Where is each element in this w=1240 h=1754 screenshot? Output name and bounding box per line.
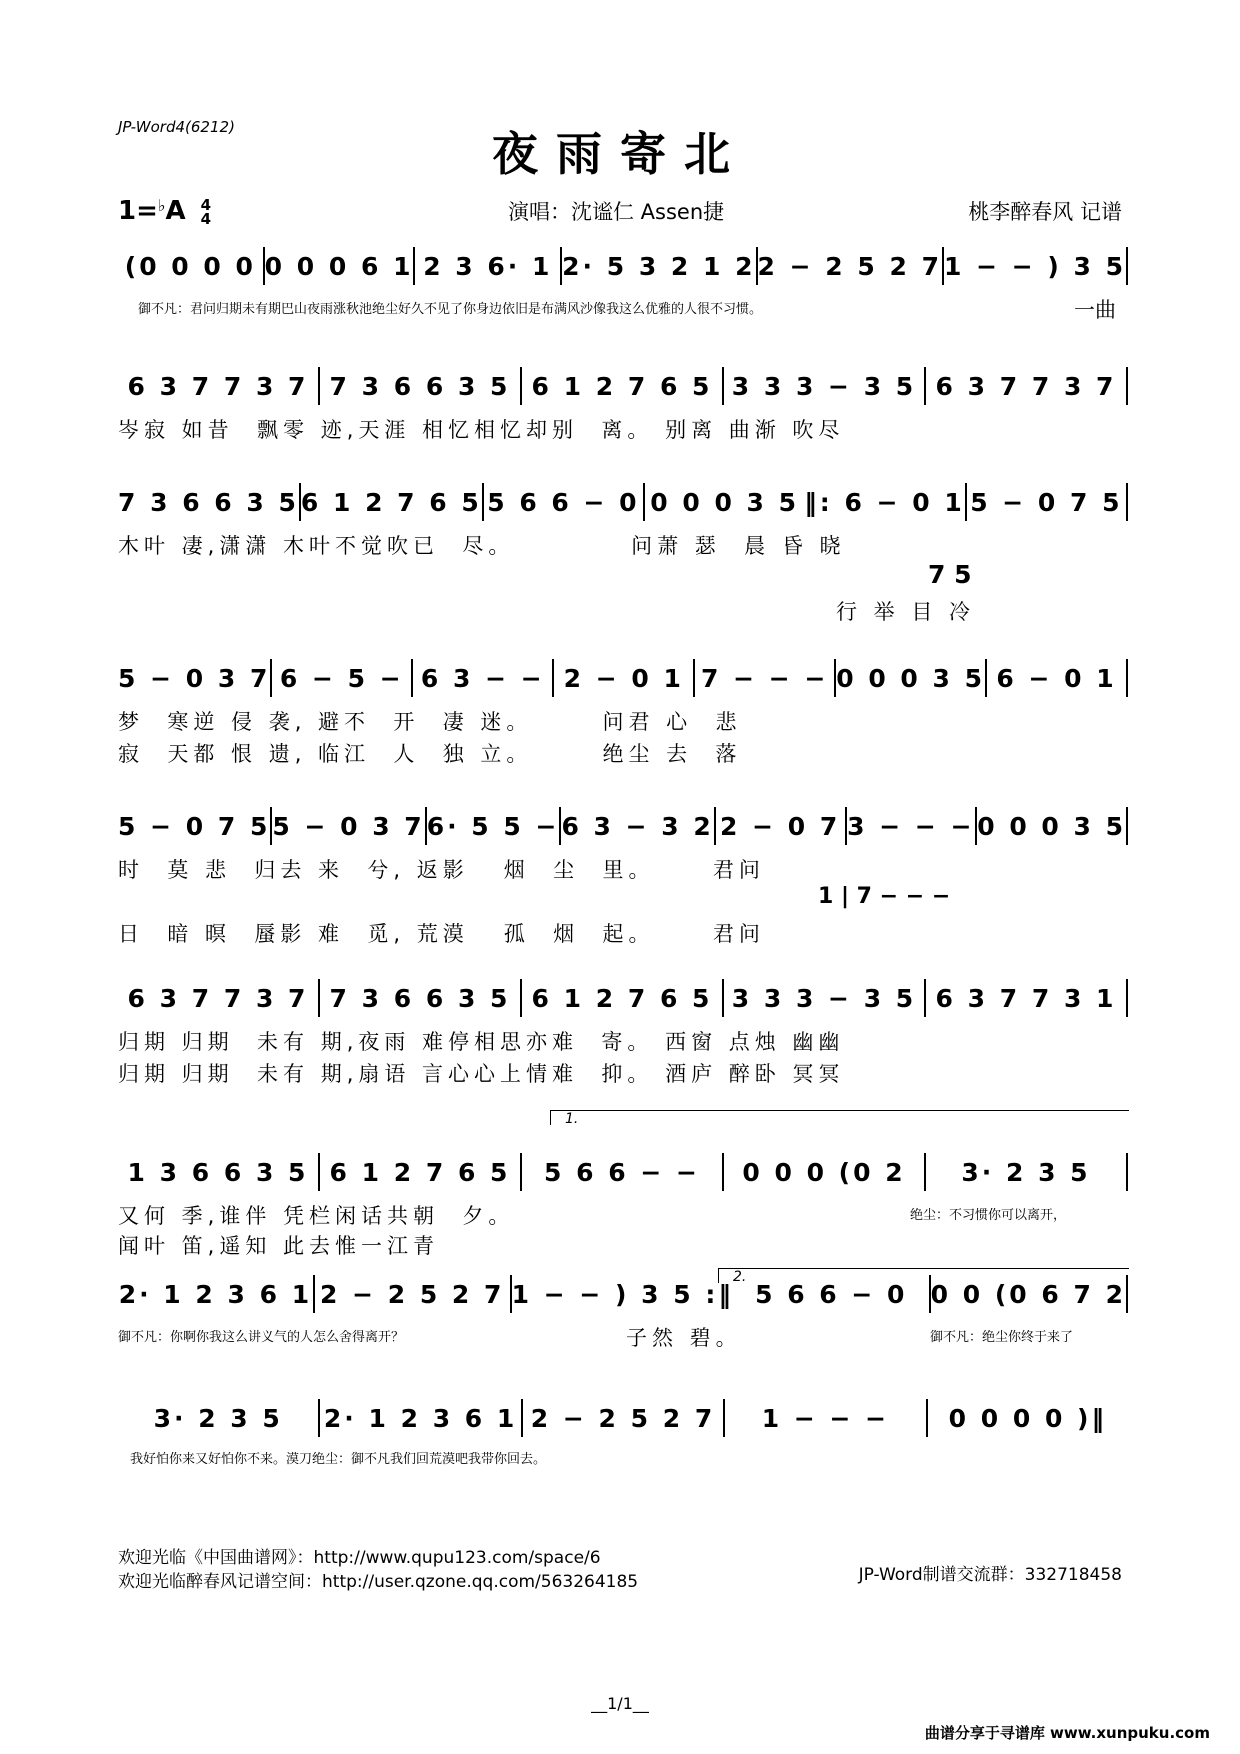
- measure: 6 − 5 −: [279, 663, 404, 693]
- alternate-lyric: 行 举 目 冷: [836, 600, 976, 624]
- volta-bracket-1: [550, 1110, 1129, 1125]
- notes-row: [118, 1152, 1128, 1192]
- measure: 5 − 0 3 7: [272, 811, 425, 841]
- time-signature: [200, 195, 212, 228]
- measure: 0 0 0 6 1: [264, 251, 414, 281]
- volta-label: 1.: [565, 1111, 579, 1127]
- singer-credit: 演唱：沈谧仁 Assen捷: [508, 200, 725, 224]
- alternate-notes: 7 5: [928, 560, 972, 589]
- spoken-line: 御不凡：绝尘你终于来了: [930, 1330, 1074, 1345]
- measure: 6 − 0 1: [996, 663, 1117, 693]
- barline: [1126, 979, 1128, 1017]
- group-info: JP-Word制谱交流群：332718458: [858, 1565, 1122, 1585]
- barline: [1126, 1275, 1128, 1313]
- score-system-3: [118, 482, 1128, 622]
- measure: 0 0 0 (0 2: [742, 1157, 906, 1187]
- barline: [1126, 659, 1128, 697]
- measure: 6 3 − 3 2: [561, 811, 714, 841]
- spoken-line: 我好怕你来又好怕你不来。漠刀绝尘：御不凡我们回荒漠吧我带你回去。: [130, 1452, 547, 1467]
- measure: 5 − 0 7 5: [118, 811, 271, 841]
- time-top: 4: [200, 195, 212, 214]
- notes-row: [118, 1398, 1128, 1438]
- footer-link-1[interactable]: 欢迎光临《中国曲谱网》：http://www.qupu123.com/space/6: [118, 1548, 601, 1568]
- lyric-line: 梦 寒逆 侵 袭, 避不 开 凄 迷。 问君 心 悲: [118, 710, 742, 734]
- measure: 7 3 6 6 3 5: [329, 371, 511, 401]
- measure: 6 1 2 7 6 5: [300, 487, 482, 517]
- measure: 2 3 6· 1: [423, 251, 553, 281]
- measure: 6 1 2 7 6 5: [329, 1157, 511, 1187]
- notes-row: [118, 1274, 1128, 1314]
- lyric-line: 日 暗 暝 蜃影 难 觅, 荒漠 孤 烟 起。 君问: [118, 922, 765, 946]
- notes-row: [118, 246, 1128, 286]
- score-system-4: [118, 658, 1128, 768]
- lyric-line: 时 莫 悲 归去 来 兮, 返影 烟 尘 里。 君问: [118, 858, 765, 882]
- barline: [1126, 247, 1128, 285]
- measure: 1 3 6 6 3 5: [127, 1157, 309, 1187]
- score-system-2: [118, 366, 1128, 446]
- measure: 2 − 0 7: [720, 811, 841, 841]
- lyric-line: 岑寂 如昔 飘零 迹,天涯 相忆相忆却别 离。 别离 曲渐 吹尽: [118, 418, 845, 442]
- lyric-fragment: 子然 碧。: [626, 1326, 742, 1350]
- measure: 5 6 6 − 0: [487, 487, 640, 517]
- spoken-line: 绝尘：不习惯你可以离开，: [910, 1208, 1067, 1223]
- footer-link-2[interactable]: 欢迎光临醉春风记谱空间：http://user.qzone.qq.com/563264185: [118, 1572, 639, 1592]
- measure: 2· 1 2 3 6 1: [323, 1403, 518, 1433]
- measure: 0 0 0 3 5: [650, 487, 800, 517]
- measure: (0 0 0 0: [124, 251, 256, 281]
- measure: 6 1 2 7 6 5: [531, 983, 713, 1013]
- key-prefix: 1=: [118, 196, 158, 226]
- lyric-fragment: 一曲: [1074, 298, 1116, 322]
- measure: 2 − 0 1: [563, 663, 684, 693]
- notes-row: [118, 658, 1128, 698]
- lyric-line: 又何 季,谁伴 凭栏闲话共朝 夕。: [118, 1204, 515, 1228]
- measure: 7 3 6 6 3 5: [118, 487, 299, 517]
- measure: 2 − 2 5 2 7: [757, 251, 942, 281]
- measure: 6 3 7 7 3 1: [935, 983, 1117, 1013]
- barline: [1126, 483, 1128, 521]
- measure: 3· 2 3 5: [961, 1157, 1091, 1187]
- measure: ‖: 6 − 0 1: [804, 487, 965, 517]
- measure: 0 0 0 3 5: [977, 811, 1127, 841]
- measure: 0 0 0 3 5: [836, 663, 986, 693]
- lyric-line: 闻叶 笛,遥知 此去惟一江青: [118, 1234, 440, 1258]
- measure: 6· 5 5 −: [426, 811, 560, 841]
- barline: [1126, 367, 1128, 405]
- measure: 1 − − ) 3 5 :‖: [511, 1279, 734, 1309]
- notes-row: [118, 482, 1128, 522]
- measure: 3 3 3 − 3 5: [731, 983, 917, 1013]
- page-number: __1/1__: [591, 1694, 649, 1713]
- measure: 3 − − −: [847, 811, 975, 841]
- measure: 2 − 2 5 2 7: [319, 1279, 505, 1309]
- time-bottom: 4: [200, 209, 212, 228]
- notes-row: [118, 366, 1128, 406]
- lyric-line: 归期 归期 未有 期,扇语 言心心上情难 抑。 酒庐 醉卧 冥冥: [118, 1062, 845, 1086]
- flat-sign: ♭: [157, 196, 166, 215]
- footer-links: [118, 1546, 638, 1594]
- measure: 2· 5 3 2 1 2: [562, 251, 756, 281]
- measure: 2· 1 2 3 6 1: [118, 1279, 313, 1309]
- score-system-9: [118, 1388, 1128, 1468]
- barline: [1126, 807, 1128, 845]
- transcriber-credit: 桃李醉春风 记谱: [968, 200, 1122, 224]
- measure: 6 3 7 7 3 7: [127, 371, 309, 401]
- measure: 0 0 0 0 )‖: [948, 1403, 1107, 1433]
- score-system-8: [118, 1268, 1128, 1358]
- measure: 7 − − −: [701, 663, 829, 693]
- measure: 5 − 0 3 7: [118, 663, 271, 693]
- key-note: A: [165, 196, 186, 226]
- software-label: JP-Word4(6212): [118, 118, 235, 136]
- score-system-5: [118, 806, 1128, 946]
- page-title: 夜雨寄北: [492, 127, 748, 181]
- lyric-line: 寂 天都 恨 遗, 临江 人 独 立。 绝尘 去 落: [118, 742, 742, 766]
- measure: 7 3 6 6 3 5: [329, 983, 511, 1013]
- lyric-line: 木叶 凄,潇潇 木叶不觉吹已 尽。 问萧 瑟 晨 昏 晓: [118, 534, 846, 558]
- measure: 3 3 3 − 3 5: [731, 371, 917, 401]
- measure: 6 3 7 7 3 7: [935, 371, 1117, 401]
- measure: 6 1 2 7 6 5: [531, 371, 713, 401]
- measure: 2 − 2 5 2 7: [530, 1403, 716, 1433]
- barline: [1126, 1153, 1128, 1191]
- score-system-1: [118, 246, 1128, 326]
- measure: 5 6 6 − −: [544, 1157, 700, 1187]
- measure: 1 − − ) 3 5: [943, 251, 1127, 281]
- spoken-line: 御不凡：君问归期未有期巴山夜雨涨秋池绝尘好久不见了你身边依旧是布满风沙像我这么优雅的人很不习惯。: [138, 302, 763, 317]
- key-signature: [118, 196, 211, 226]
- lyric-line: 归期 归期 未有 期,夜雨 难停相思亦难 寄。 西窗 点烛 幽幽: [118, 1030, 845, 1054]
- volta-label: 2.: [733, 1269, 747, 1285]
- notes-row: [118, 806, 1128, 846]
- score-system-6: [118, 978, 1128, 1088]
- notes-row: [118, 978, 1128, 1018]
- measure: 5 6 6 − 0: [755, 1279, 908, 1309]
- score-system-7: [118, 1110, 1128, 1258]
- measure: 3· 2 3 5: [153, 1403, 283, 1433]
- alternate-notes: 1 | 7 − − −: [818, 884, 951, 909]
- measure: 6 3 7 7 3 7: [127, 983, 309, 1013]
- site-credit: 曲谱分享于寻谱库 www.xunpuku.com: [924, 1724, 1210, 1742]
- spoken-line: 御不凡：你啊你我这么讲义气的人怎么舍得离开？: [118, 1330, 405, 1345]
- measure: 6 3 − −: [420, 663, 545, 693]
- measure: 1 − − −: [761, 1403, 890, 1433]
- measure: 0 0 (0 6 7 2: [930, 1279, 1126, 1309]
- measure: 5 − 0 7 5: [970, 487, 1123, 517]
